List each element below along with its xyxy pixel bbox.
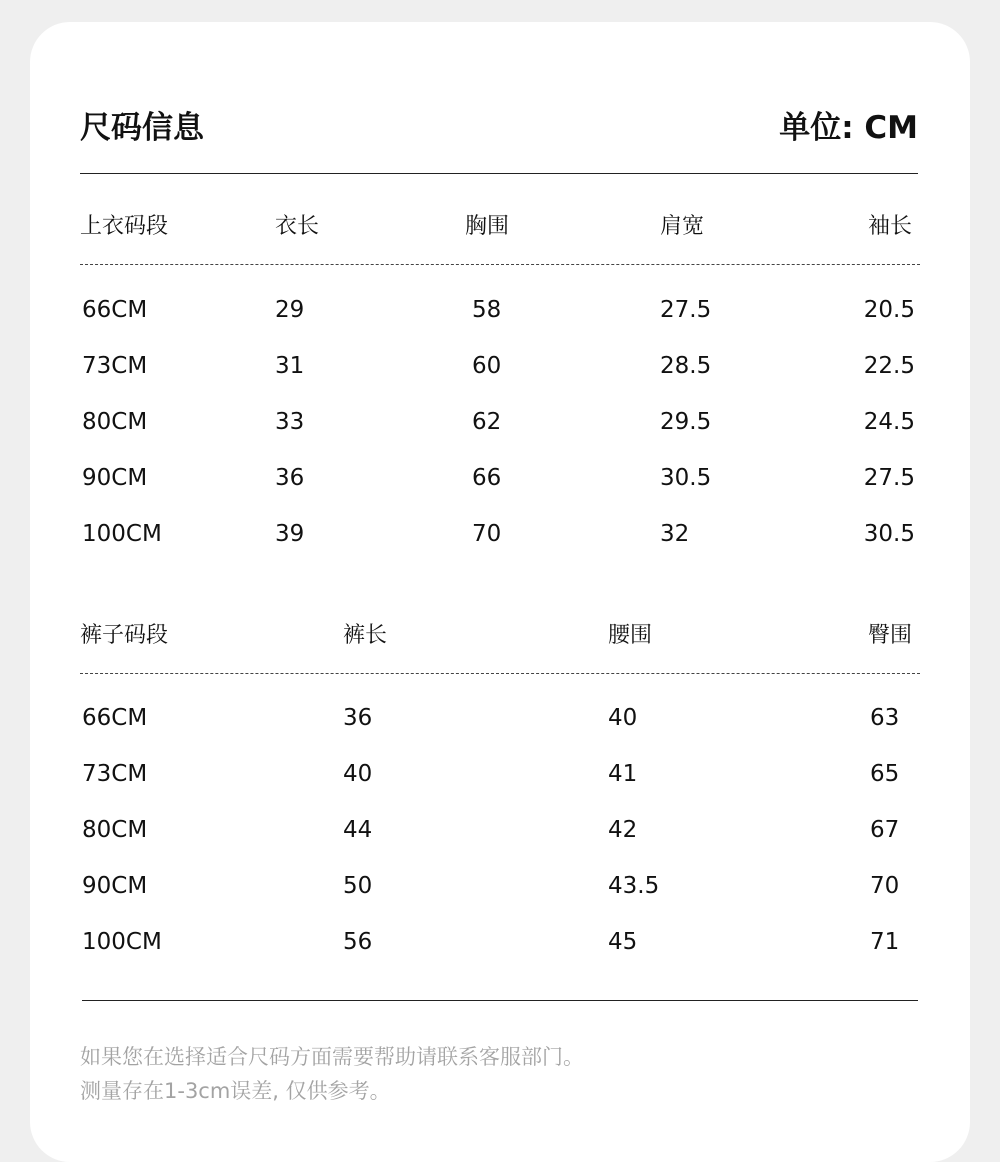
pants-hip-cell: 70	[870, 873, 900, 899]
top-sleeve-cell: 27.5	[863, 465, 915, 491]
top-header-divider	[80, 264, 920, 265]
pants-size-cell: 66CM	[82, 705, 148, 731]
top-length-cell: 31	[275, 353, 305, 379]
top-size-cell: 100CM	[82, 521, 162, 547]
pants-size-cell: 90CM	[82, 873, 148, 899]
pants-waist-cell: 43.5	[608, 873, 660, 899]
pants-length-cell: 44	[343, 817, 373, 843]
pants-hip-cell: 67	[870, 817, 900, 843]
pants-header-waist: 腰围	[608, 623, 653, 648]
note-tolerance: 测量存在1-3cm误差, 仅供参考。	[80, 1079, 391, 1103]
top-header-sleeve: 袖长	[867, 214, 912, 239]
top-length-cell: 36	[275, 465, 305, 491]
top-header-chest: 胸围	[465, 214, 510, 239]
pants-waist-cell: 40	[608, 705, 638, 731]
pants-header-size: 裤子码段	[80, 623, 169, 648]
pants-size-cell: 100CM	[82, 929, 162, 955]
pants-length-cell: 40	[343, 761, 373, 787]
pants-header-length: 裤长	[343, 623, 388, 648]
top-shoulder-cell: 28.5	[660, 353, 712, 379]
top-sleeve-cell: 22.5	[863, 353, 915, 379]
pants-header-divider	[80, 673, 920, 674]
top-size-cell: 73CM	[82, 353, 148, 379]
pants-waist-cell: 45	[608, 929, 638, 955]
top-size-cell: 66CM	[82, 297, 148, 323]
top-chest-cell: 58	[472, 297, 502, 323]
note-help: 如果您在选择适合尺码方面需要帮助请联系客服部门。	[80, 1045, 584, 1069]
top-shoulder-cell: 30.5	[660, 465, 712, 491]
top-chest-cell: 60	[472, 353, 502, 379]
pants-hip-cell: 71	[870, 929, 900, 955]
pants-size-cell: 80CM	[82, 817, 148, 843]
top-sleeve-cell: 20.5	[863, 297, 915, 323]
pants-size-cell: 73CM	[82, 761, 148, 787]
top-sleeve-cell: 30.5	[863, 521, 915, 547]
top-shoulder-cell: 27.5	[660, 297, 712, 323]
top-length-cell: 33	[275, 409, 305, 435]
pants-header-hip: 臀围	[867, 623, 912, 648]
pants-hip-cell: 63	[870, 705, 900, 731]
pants-length-cell: 36	[343, 705, 373, 731]
top-chest-cell: 62	[472, 409, 502, 435]
pants-waist-cell: 41	[608, 761, 638, 787]
top-header-size: 上衣码段	[80, 214, 169, 239]
pants-length-cell: 50	[343, 873, 373, 899]
table-bottom-divider	[82, 1000, 918, 1001]
pants-length-cell: 56	[343, 929, 373, 955]
top-chest-cell: 70	[472, 521, 502, 547]
top-header-length: 衣长	[275, 214, 320, 239]
top-chest-cell: 66	[472, 465, 502, 491]
top-length-cell: 39	[275, 521, 305, 547]
top-header-shoulder: 肩宽	[660, 214, 705, 239]
top-size-cell: 90CM	[82, 465, 148, 491]
top-size-cell: 80CM	[82, 409, 148, 435]
top-shoulder-cell: 32	[660, 521, 690, 547]
size-info-card	[30, 22, 970, 1162]
pants-hip-cell: 65	[870, 761, 900, 787]
top-sleeve-cell: 24.5	[863, 409, 915, 435]
unit-label: 单位: CM	[779, 110, 918, 146]
title-divider	[80, 173, 918, 174]
pants-waist-cell: 42	[608, 817, 638, 843]
top-shoulder-cell: 29.5	[660, 409, 712, 435]
size-notes	[80, 1040, 584, 1108]
page-title: 尺码信息	[80, 110, 204, 146]
top-length-cell: 29	[275, 297, 305, 323]
